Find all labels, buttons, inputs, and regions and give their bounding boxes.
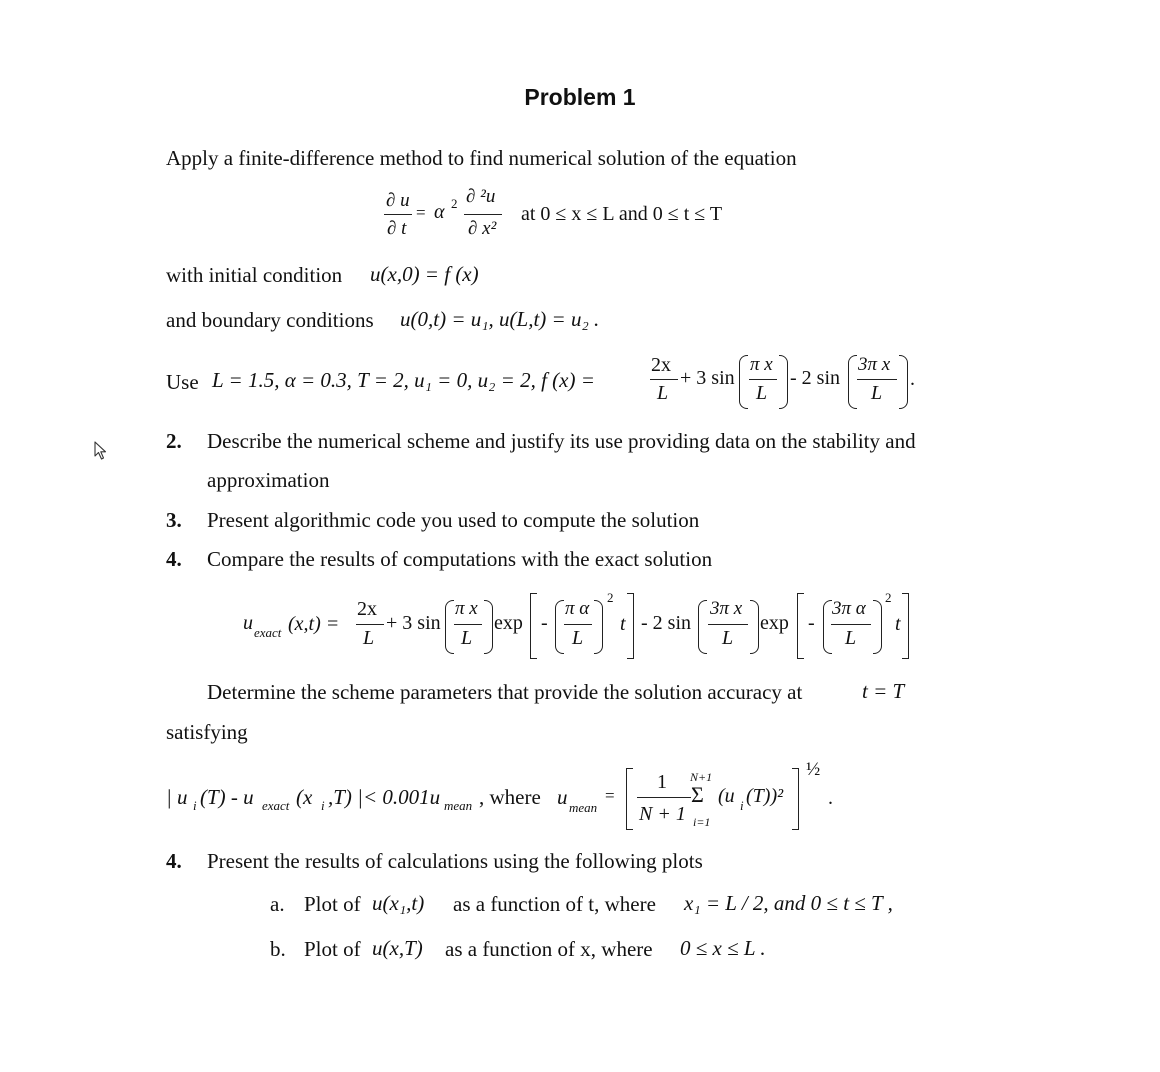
L-den: L [572, 627, 584, 649]
3pi-alpha-num: 3π α [832, 598, 866, 619]
boundary-conditions-label: and boundary conditions [166, 308, 374, 332]
parameter-values: L = 1.5, α = 0.3, T = 2, u₁ = 0, u₂ = 2, f (x) = [212, 368, 595, 392]
plot-label: b. [270, 937, 286, 961]
mean-subscript: mean [569, 800, 598, 815]
plot-mid: as a function of x, where [445, 937, 653, 961]
period: . [828, 787, 833, 809]
3pi-x-num: 3π x [710, 598, 743, 619]
minus-sign: - [541, 612, 548, 634]
boundary-conditions-expr: u(0,t) = u₁, u(L,t) = u₂ . [400, 307, 600, 331]
minus-2-sin: - 2 sin [790, 367, 840, 389]
exact-subscript: exact [254, 625, 282, 640]
bracket-right [902, 593, 909, 659]
paren-right [873, 600, 882, 654]
du-numerator: ∂ u [386, 190, 410, 211]
paren-left [739, 355, 748, 409]
sigma-icon: Σ [691, 782, 704, 807]
equals-sign: = [416, 203, 426, 222]
x-paren: (x [296, 785, 313, 809]
plot-label: a. [270, 892, 285, 916]
abs-u: | u [166, 785, 188, 809]
equals-sign: = [605, 786, 615, 805]
paren-left [823, 600, 832, 654]
period: . [910, 368, 915, 390]
sub-i: i [740, 798, 744, 813]
square-exponent: 2 [607, 590, 614, 605]
minus-sign: - [808, 612, 815, 634]
equation-domain: at 0 ≤ x ≤ L and 0 ≤ t ≤ T [521, 203, 723, 225]
initial-condition-expr: u(x,0) = f (x) [370, 262, 479, 286]
sub-i: i [193, 798, 197, 813]
use-label: Use [166, 370, 199, 394]
paren-left [698, 600, 707, 654]
t-symbol: t [620, 613, 626, 635]
paren-left [555, 600, 564, 654]
n-plus-1: N + 1 [639, 803, 686, 825]
sub-i: i [321, 798, 325, 813]
term-u: (u [718, 785, 735, 807]
paren-right [594, 600, 603, 654]
paren-right [779, 355, 788, 409]
initial-condition-label: with initial condition [166, 263, 343, 287]
alpha-exponent: 2 [451, 196, 458, 211]
3pi-x-numerator: 3π x [858, 354, 891, 375]
tolerance: ,T) |< 0.001u [328, 785, 441, 809]
item-text: Describe the numerical scheme and justify its use providing data on the stability and [207, 429, 916, 453]
fraction-bar [564, 624, 592, 625]
exp-label: exp [760, 612, 789, 634]
mouse-cursor-icon [94, 441, 110, 461]
fraction-bar [831, 624, 871, 625]
plot-pre: Plot of [304, 892, 361, 916]
item-number: 4. [166, 849, 182, 873]
pi-x-num: π x [455, 598, 478, 619]
L-den: L [461, 627, 473, 649]
fraction-bar [749, 379, 777, 380]
term-rest: (T))² [746, 785, 784, 807]
power-half: ½ [806, 759, 821, 780]
minus-2-sin: - 2 sin [641, 612, 691, 634]
item-text-continued: approximation [207, 468, 330, 492]
item-text: Present the results of calculations using the following plots [207, 849, 703, 873]
bracket-right [627, 593, 634, 659]
paren-right [750, 600, 759, 654]
fraction-bar [650, 379, 678, 380]
fraction-bar [708, 624, 748, 625]
L-den: L [845, 627, 857, 649]
pi-x-numerator: π x [750, 354, 773, 375]
plus-3-sin: + 3 sin [680, 367, 735, 389]
t-minus-u: (T) - u [200, 785, 254, 809]
plot-pre: Plot of [304, 937, 361, 961]
determine-expr: t = T [862, 679, 905, 703]
item-number: 4. [166, 547, 182, 571]
item-text: Present algorithmic code you used to compute the solution [207, 508, 700, 532]
bracket-left [626, 768, 633, 830]
L-den: L [722, 627, 734, 649]
plus-3-sin: + 3 sin [386, 612, 441, 634]
plot-mid: as a function of t, where [453, 892, 656, 916]
item-number: 2. [166, 429, 182, 453]
exact-subscript: exact [262, 798, 290, 813]
u-symbol: u [557, 785, 568, 809]
fraction-bar [454, 624, 482, 625]
u-symbol: u [243, 612, 253, 634]
plot-condition: x₁ = L / 2, and 0 ≤ t ≤ T , [684, 891, 893, 915]
exact-2x-num: 2x [357, 598, 377, 620]
page-title: Problem 1 [524, 84, 636, 110]
d2u-numerator: ∂ ²u [466, 186, 496, 207]
fraction-bar [464, 214, 502, 215]
plot-expr: u(x₁,t) [372, 891, 425, 915]
dx2-denominator: ∂ x² [468, 218, 497, 239]
sum-lower: i=1 [693, 815, 711, 829]
paren-right [899, 355, 908, 409]
plot-condition: 0 ≤ x ≤ L . [680, 936, 766, 960]
bracket-right [792, 768, 799, 830]
f-numerator: 2x [651, 354, 671, 376]
3pi-x-denominator: L [871, 382, 883, 404]
intro-text: Apply a finite-difference method to find numerical solution of the equation [166, 146, 797, 170]
pi-alpha-num: π α [565, 598, 590, 619]
item-number: 3. [166, 508, 182, 532]
exact-args: (x,t) = [288, 613, 340, 635]
pi-x-denominator: L [756, 382, 768, 404]
one: 1 [657, 771, 667, 793]
paren-right [484, 600, 493, 654]
square-exponent: 2 [885, 590, 892, 605]
fraction-bar [857, 379, 897, 380]
bracket-left [797, 593, 804, 659]
mean-subscript: mean [444, 798, 473, 813]
plot-expr: u(x,T) [372, 936, 423, 960]
paren-left [445, 600, 454, 654]
dt-denominator: ∂ t [387, 218, 407, 239]
where-text: , where [479, 785, 541, 809]
t-symbol: t [895, 613, 901, 635]
fraction-bar [356, 624, 384, 625]
alpha-symbol: α [434, 201, 445, 223]
fraction-bar [637, 797, 691, 798]
fraction-bar [384, 214, 412, 215]
exact-L-den: L [363, 627, 375, 649]
f-denominator: L [657, 382, 669, 404]
bracket-left [530, 593, 537, 659]
paren-left [848, 355, 857, 409]
determine-text: Determine the scheme parameters that provide the solution accuracy at [207, 680, 803, 704]
sum-upper: N+1 [690, 770, 713, 784]
item-text: Compare the results of computations with the exact solution [207, 547, 713, 571]
satisfying-text: satisfying [166, 720, 248, 744]
exp-label: exp [494, 612, 523, 634]
